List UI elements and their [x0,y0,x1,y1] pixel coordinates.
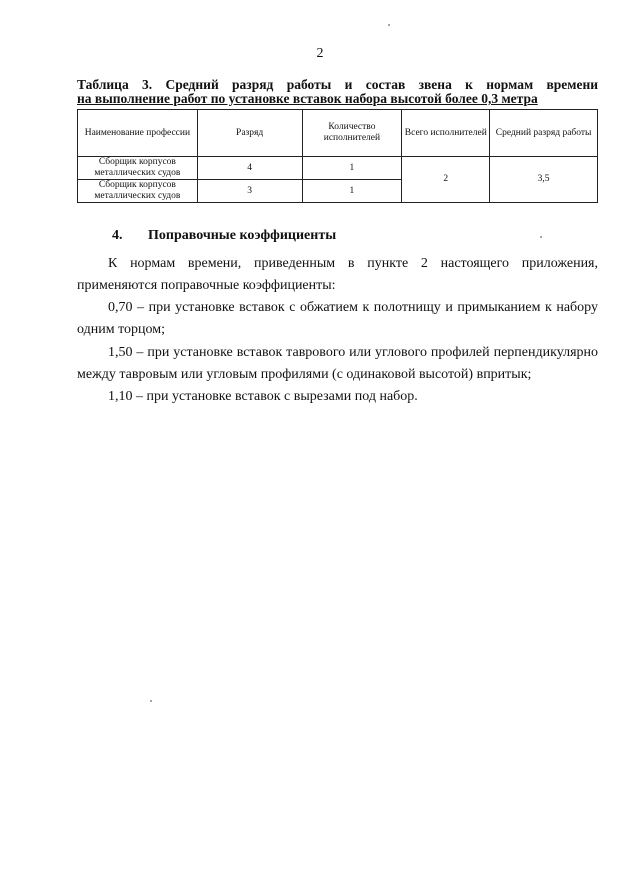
table-header-row [78,110,598,157]
cell-average-grade: 3,5 [490,157,598,203]
header-worker-count: Количество исполнителей [302,110,402,157]
table-caption-line2: на выполнение работ по установке вставок набора высотой более 0,3 метра [77,91,538,106]
section-title: Поправочные коэффициенты [148,228,337,243]
scan-speck [540,236,542,238]
section-intro-paragraph: К нормам времени, приведенным в пункте 2 настоящего приложения, применяются поправочные коэффициенты: [77,256,598,293]
cell-grade: 4 [197,157,302,180]
coefficient-item: 1,10 – при установке вставок с вырезами под набор. [108,389,418,404]
cell-profession: Сборщик корпусов металлических судов [78,180,198,203]
scan-speck [388,24,390,26]
page-number: 2 [316,46,324,61]
header-average-grade: Средний разряд работы [490,110,598,157]
scan-speck [150,700,152,702]
table-caption-line1: Таблица 3. Средний разряд работы и состав звена к нормам времени [77,77,598,92]
header-grade: Разряд [197,110,302,157]
cell-worker-count: 1 [302,180,402,203]
cell-grade: 3 [197,180,302,203]
table-caption [77,78,598,106]
coefficient-item: 0,70 – при установке вставок с обжатием к полотнищу и примыканием к набору одним торцом; [77,300,598,337]
cell-worker-count: 1 [302,157,402,180]
crew-composition-table [77,109,598,203]
cell-profession: Сборщик корпусов металлических судов [78,157,198,180]
coefficient-item: 1,50 – при установке вставок таврового или углового профилей перпендикулярно между тавровым или угловым профилями (с одинаковой высотой) впритык; [77,345,598,382]
section-number: 4. [112,228,123,243]
table-row [78,157,598,180]
header-profession: Наименование профессии [78,110,198,157]
section-heading [112,228,336,244]
header-total-workers: Всего исполнителей [402,110,490,157]
cell-total-workers: 2 [402,157,490,203]
